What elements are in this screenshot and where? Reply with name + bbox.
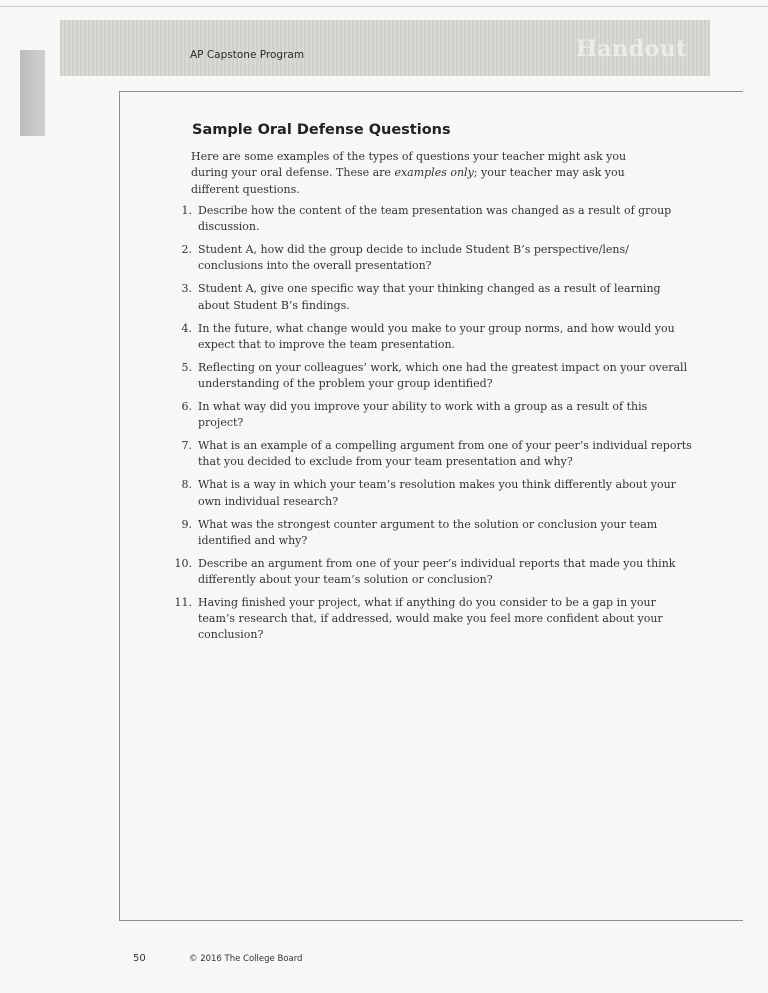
question-text: In what way did you improve your ability to work with a group as a result of this project? [198, 399, 648, 430]
question-text: Having finished your project, what if anything do you consider to be a gap in your team’s research that, if addressed, would make you feel more confident about your conclusion? [198, 595, 663, 642]
top-rule [0, 6, 768, 7]
question-item [165, 399, 695, 438]
question-item [165, 281, 695, 320]
question-number: 8. [181, 478, 192, 492]
program-name: AP Capstone Program [190, 49, 305, 61]
question-number: 1. [181, 204, 192, 217]
question-item [165, 517, 695, 556]
question-text: Student A, how did the group decide to include Student B’s perspective/lens/ conclusions into the overall presentation? [198, 243, 629, 273]
question-text: What is an example of a compelling argument from one of your peer’s individual reports that you decided to exclude from your team presentation and why? [198, 439, 692, 469]
question-text: In the future, what change would you make to your group norms, and how would you expect that to improve the team presentation. [198, 321, 675, 351]
question-item [165, 595, 695, 642]
question-text: Student A, give one specific way that your thinking changed as a result of learning about Student B’s findings. [198, 282, 661, 312]
intro-text-start: Here are some examples of the types of questions your teacher might ask you during your oral defense. These are [191, 150, 627, 180]
question-number: 4. [181, 321, 192, 335]
question-item [165, 242, 695, 281]
question-item [165, 477, 695, 516]
handout-label: Handout [576, 36, 687, 62]
intro-emphasis: examples only [394, 166, 474, 180]
question-number: 2. [181, 243, 192, 257]
question-item [165, 556, 695, 595]
question-item [165, 360, 695, 399]
question-number: 7. [181, 439, 192, 453]
question-text: What was the strongest counter argument to the solution or conclusion your team identified and why? [198, 517, 658, 547]
intro-paragraph [191, 149, 661, 198]
side-tab [20, 50, 45, 136]
question-list [165, 203, 695, 642]
question-text: Describe an argument from one of your peer’s individual reports that made you think differently about your team’s solution or conclusion? [198, 556, 676, 586]
question-number: 9. [181, 517, 192, 531]
section-title: Sample Oral Defense Questions [192, 122, 451, 138]
question-number: 10. [174, 556, 192, 570]
question-text: Reflecting on your colleagues’ work, which one had the greatest impact on your overall understanding of the problem your group identified? [198, 360, 688, 390]
question-number: 6. [181, 399, 192, 413]
question-number: 5. [181, 360, 192, 374]
question-number: 11. [174, 595, 192, 609]
question-item [165, 321, 695, 360]
question-item [165, 438, 695, 477]
question-text: Describe how the content of the team presentation was changed as a result of group discussion. [198, 204, 672, 234]
intro-text-end: ; your teacher may ask you different questions. [191, 166, 625, 196]
question-text: What is a way in which your team’s resolution makes you think differently about your own individual research? [198, 478, 676, 508]
page-number: 50 [133, 953, 146, 964]
question-number: 3. [181, 282, 192, 296]
question-item [165, 203, 695, 242]
copyright-notice: © 2016 The College Board [189, 954, 303, 964]
